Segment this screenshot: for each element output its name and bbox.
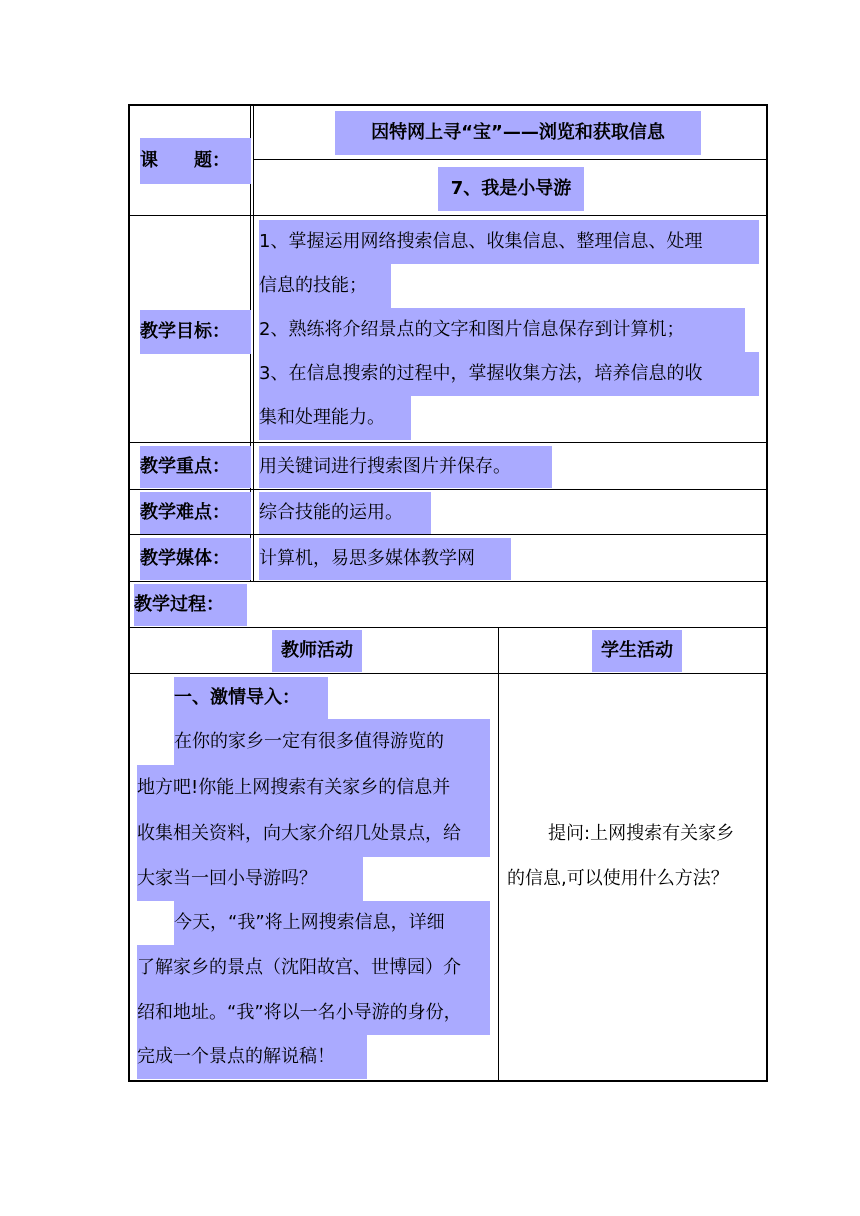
row-divider [129,627,767,628]
goal-line: 1、掌握运用网络搜索信息、收集信息、整理信息、处理 [259,220,759,264]
column-divider [253,105,254,581]
process-label: 教学过程： [134,584,247,626]
teacher-line: 地方吧!你能上网搜索有关家乡的信息并 [137,765,490,811]
goal-line: 3、在信息搜索的过程中，掌握收集方法，培养信息的收 [259,352,759,396]
row-divider [129,581,767,582]
teacher-line: 了解家乡的景点（沈阳故宫、世博园）介 [137,945,490,991]
media-text: 计算机，易思多媒体教学网 [259,538,511,580]
student-line: 的信息,可以使用什么方法？ [507,868,729,889]
student-activity-header: 学生活动 [592,630,682,672]
row-divider [129,489,767,490]
row-divider [129,673,767,674]
student-line: 提问:上网搜索有关家乡 [548,823,735,844]
lesson-subtitle: 7、我是小导游 [438,167,584,211]
column-divider [498,627,499,1081]
teacher-line: 大家当一回小导游吗？ [137,857,363,901]
key-point-text: 用关键词进行搜索图片并保存。 [259,446,552,488]
row-divider [129,534,767,535]
section-title: 一、激情导入： [174,677,328,719]
teacher-line: 完成一个景点的解说稿！ [137,1035,367,1079]
teacher-line: 在你的家乡一定有很多值得游览的 [174,719,490,765]
row-divider [129,215,767,216]
goals-label: 教学目标： [140,310,251,354]
media-label: 教学媒体： [140,538,251,580]
key-point-label: 教学重点： [140,446,251,488]
lesson-title: 因特网上寻“宝”——浏览和获取信息 [335,111,701,155]
row-divider [129,442,767,443]
row-divider [253,159,767,160]
teacher-line: 绍和地址。“我”将以一名小导游的身份， [137,991,490,1035]
teacher-line: 收集相关资料，向大家介绍几处景点，给 [137,811,490,857]
difficulty-label: 教学难点： [140,492,251,534]
title-label: 课 题： [140,138,251,184]
difficulty-text: 综合技能的运用。 [259,492,431,534]
goal-line: 集和处理能力。 [259,396,411,440]
teacher-activity-header: 教师活动 [272,630,362,672]
teacher-line: 今天，“我”将上网搜索信息，详细 [174,901,490,945]
goal-line: 信息的技能； [259,264,391,308]
goal-line: 2、熟练将介绍景点的文字和图片信息保存到计算机； [259,308,745,352]
